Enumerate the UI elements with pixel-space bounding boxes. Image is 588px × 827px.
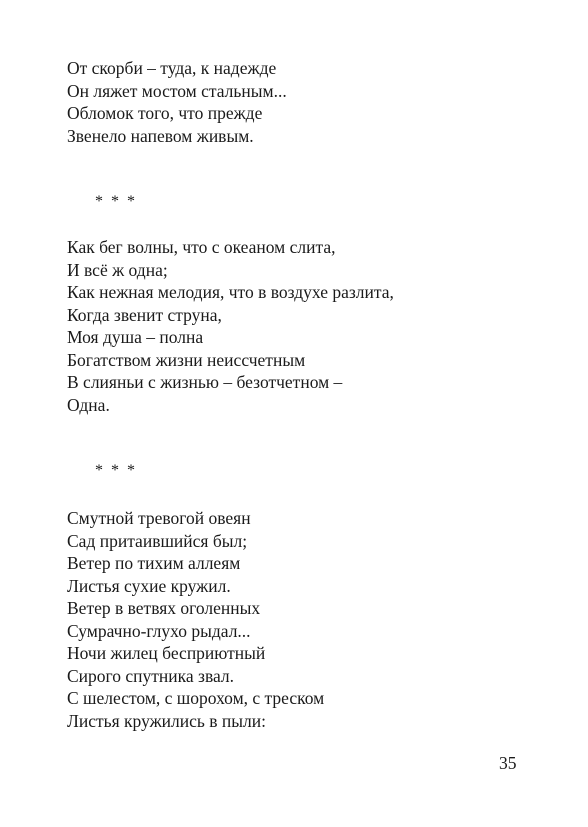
poem-line: Сад притаившийся был;	[67, 530, 248, 551]
poem-line: Когда звенит струна,	[67, 304, 222, 325]
poem-line: Ветер в ветвях оголенных	[67, 598, 261, 618]
poem-line: И всё ж одна;	[67, 259, 168, 280]
poem-line: Как бег волны, что с океаном слита,	[67, 237, 336, 257]
poem-line: Сирого спутника звал.	[67, 665, 235, 686]
section-separator: * * *	[95, 462, 137, 479]
page-number: 35	[499, 753, 517, 773]
poem-line: Он ляжет мостом стальным...	[67, 80, 287, 101]
poem-line: Листья сухие кружил.	[67, 575, 231, 596]
poem-line: С шелестом, с шорохом, с треском	[67, 688, 325, 708]
poem-line: Одна.	[67, 394, 110, 415]
poem-stanza-2	[67, 236, 394, 416]
poem-line: Сумрачно-глухо рыдал...	[67, 620, 251, 641]
section-separator: * * *	[95, 193, 137, 210]
poem-stanza-1	[67, 57, 287, 147]
poem-line: Обломок того, что прежде	[67, 103, 263, 123]
poem-line: Ночи жилец бесприютный	[67, 643, 266, 663]
poem-line: Богатством жизни неиссчетным	[67, 349, 306, 370]
poem-line: Листья кружились в пыли:	[67, 710, 266, 731]
poem-line: Смутной тревогой овеян	[67, 508, 251, 528]
poem-line: Как нежная мелодия, что в воздухе разлита,	[67, 282, 394, 302]
poem-line: Ветер по тихим аллеям	[67, 553, 241, 573]
poem-stanza-3	[67, 507, 324, 732]
poem-line: Моя душа – полна	[67, 327, 204, 347]
poem-line: В слияньи с жизнью – безотчетном –	[67, 372, 343, 392]
poem-line: От скорби – туда, к надежде	[67, 58, 277, 78]
poem-line: Звенело напевом живым.	[67, 125, 254, 146]
